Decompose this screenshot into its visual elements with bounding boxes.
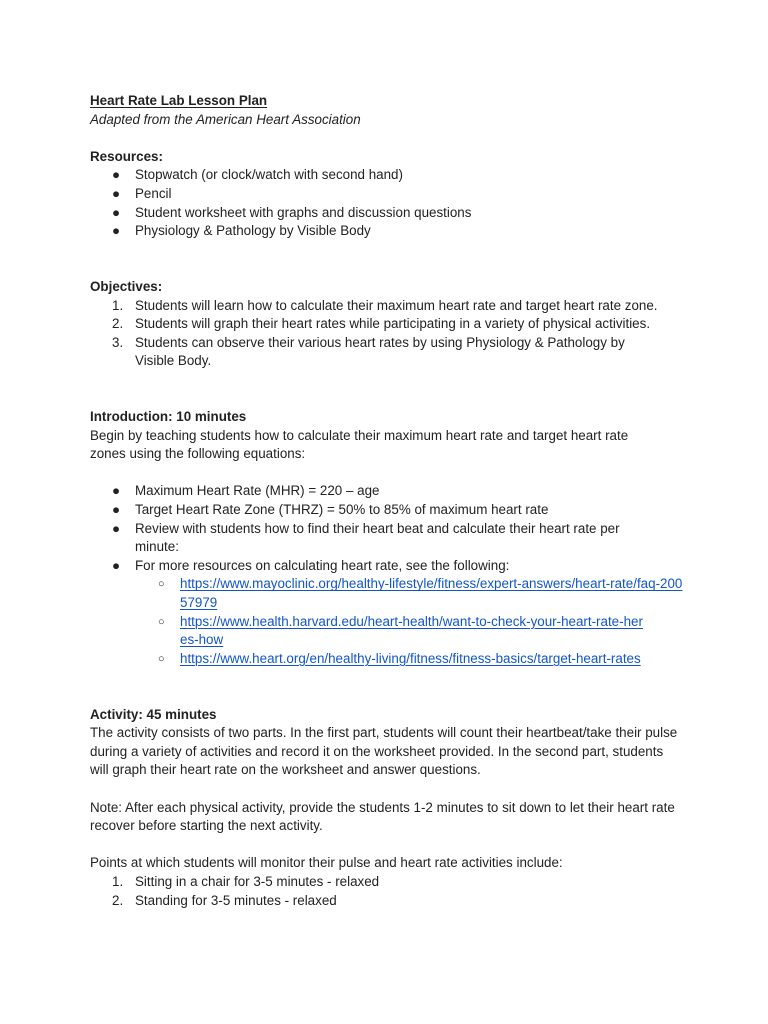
activity-points-intro: Points at which students will monitor their pulse and heart rate activities include: <box>90 855 563 871</box>
list-item: ○ https://www.mayoclinic.org/healthy-lifestyle/fitness/expert-answers/heart-rate/faq-20057979 <box>90 575 690 612</box>
list-item: 2. Students will graph their heart rates while participating in a variety of physical activities. <box>112 316 651 332</box>
mayoclinic-link[interactable]: https://www.mayoclinic.org/healthy-lifestyle/fitness/expert-answers/heart-rate/faq-20057979 <box>180 576 683 611</box>
list-item: 1. Sitting in a chair for 3-5 minutes - relaxed <box>112 873 380 889</box>
list-item: ● Stopwatch (or clock/watch with second hand) <box>112 167 403 183</box>
list-item: ● Maximum Heart Rate (MHR) = 220 – age <box>112 483 380 499</box>
resources-list <box>90 166 690 240</box>
list-item: ● For more resources on calculating heart rate, see the following: <box>112 557 510 573</box>
activity-text: The activity consists of two parts. In the first part, students will count their heartbeat/take their pulse during a variety of activities and record it on the worksheet provided. In the second part, students will graph their heart rate on the worksheet and answer questions. <box>90 725 678 778</box>
heart-org-link[interactable]: https://www.heart.org/en/healthy-living/fitness/fitness-basics/target-heart-rates <box>180 650 641 666</box>
list-item: ● Review with students how to find their heart beat and calculate their heart rate per minute: <box>112 520 620 555</box>
introduction-list <box>90 482 690 668</box>
list-item: 1. Students will learn how to calculate their maximum heart rate and target heart rate zone. <box>112 297 658 313</box>
document-body <box>90 92 690 910</box>
document-title: Heart Rate Lab Lesson Plan <box>90 93 268 108</box>
list-item: ○ https://www.health.harvard.edu/heart-health/want-to-check-your-heart-rate-heres-how <box>90 613 690 650</box>
resources-heading: Resources: <box>90 148 163 164</box>
list-item: 2. Standing for 3-5 minutes - relaxed <box>112 892 337 908</box>
activity-heading: Activity: 45 minutes <box>90 706 217 722</box>
list-item: ○ https://www.heart.org/en/healthy-living/fitness/fitness-basics/target-heart-rates <box>90 650 690 669</box>
list-item: ● Physiology & Pathology by Visible Body <box>112 223 371 239</box>
list-item: ● Pencil <box>112 185 172 201</box>
introduction-heading: Introduction: 10 minutes <box>90 409 247 425</box>
activity-points-list <box>90 873 690 910</box>
objectives-heading: Objectives: <box>90 278 163 294</box>
harvard-health-link[interactable]: https://www.health.harvard.edu/heart-health/want-to-check-your-heart-rate-heres-how <box>180 613 643 648</box>
list-item: 3. Students can observe their various heart rates by using Physiology & Pathology by Visible Body. <box>112 334 625 369</box>
list-item: ● Student worksheet with graphs and discussion questions <box>112 204 472 220</box>
introduction-text: Begin by teaching students how to calculate their maximum heart rate and target heart rate zones using the following equations: <box>90 427 629 462</box>
document-subtitle: Adapted from the American Heart Association <box>90 111 361 127</box>
objectives-list <box>90 297 690 371</box>
activity-note: Note: After each physical activity, provide the students 1-2 minutes to sit down to let their heart rate recover before starting the next activity. <box>90 799 675 834</box>
list-item: ● Target Heart Rate Zone (THRZ) = 50% to 85% of maximum heart rate <box>112 502 549 518</box>
